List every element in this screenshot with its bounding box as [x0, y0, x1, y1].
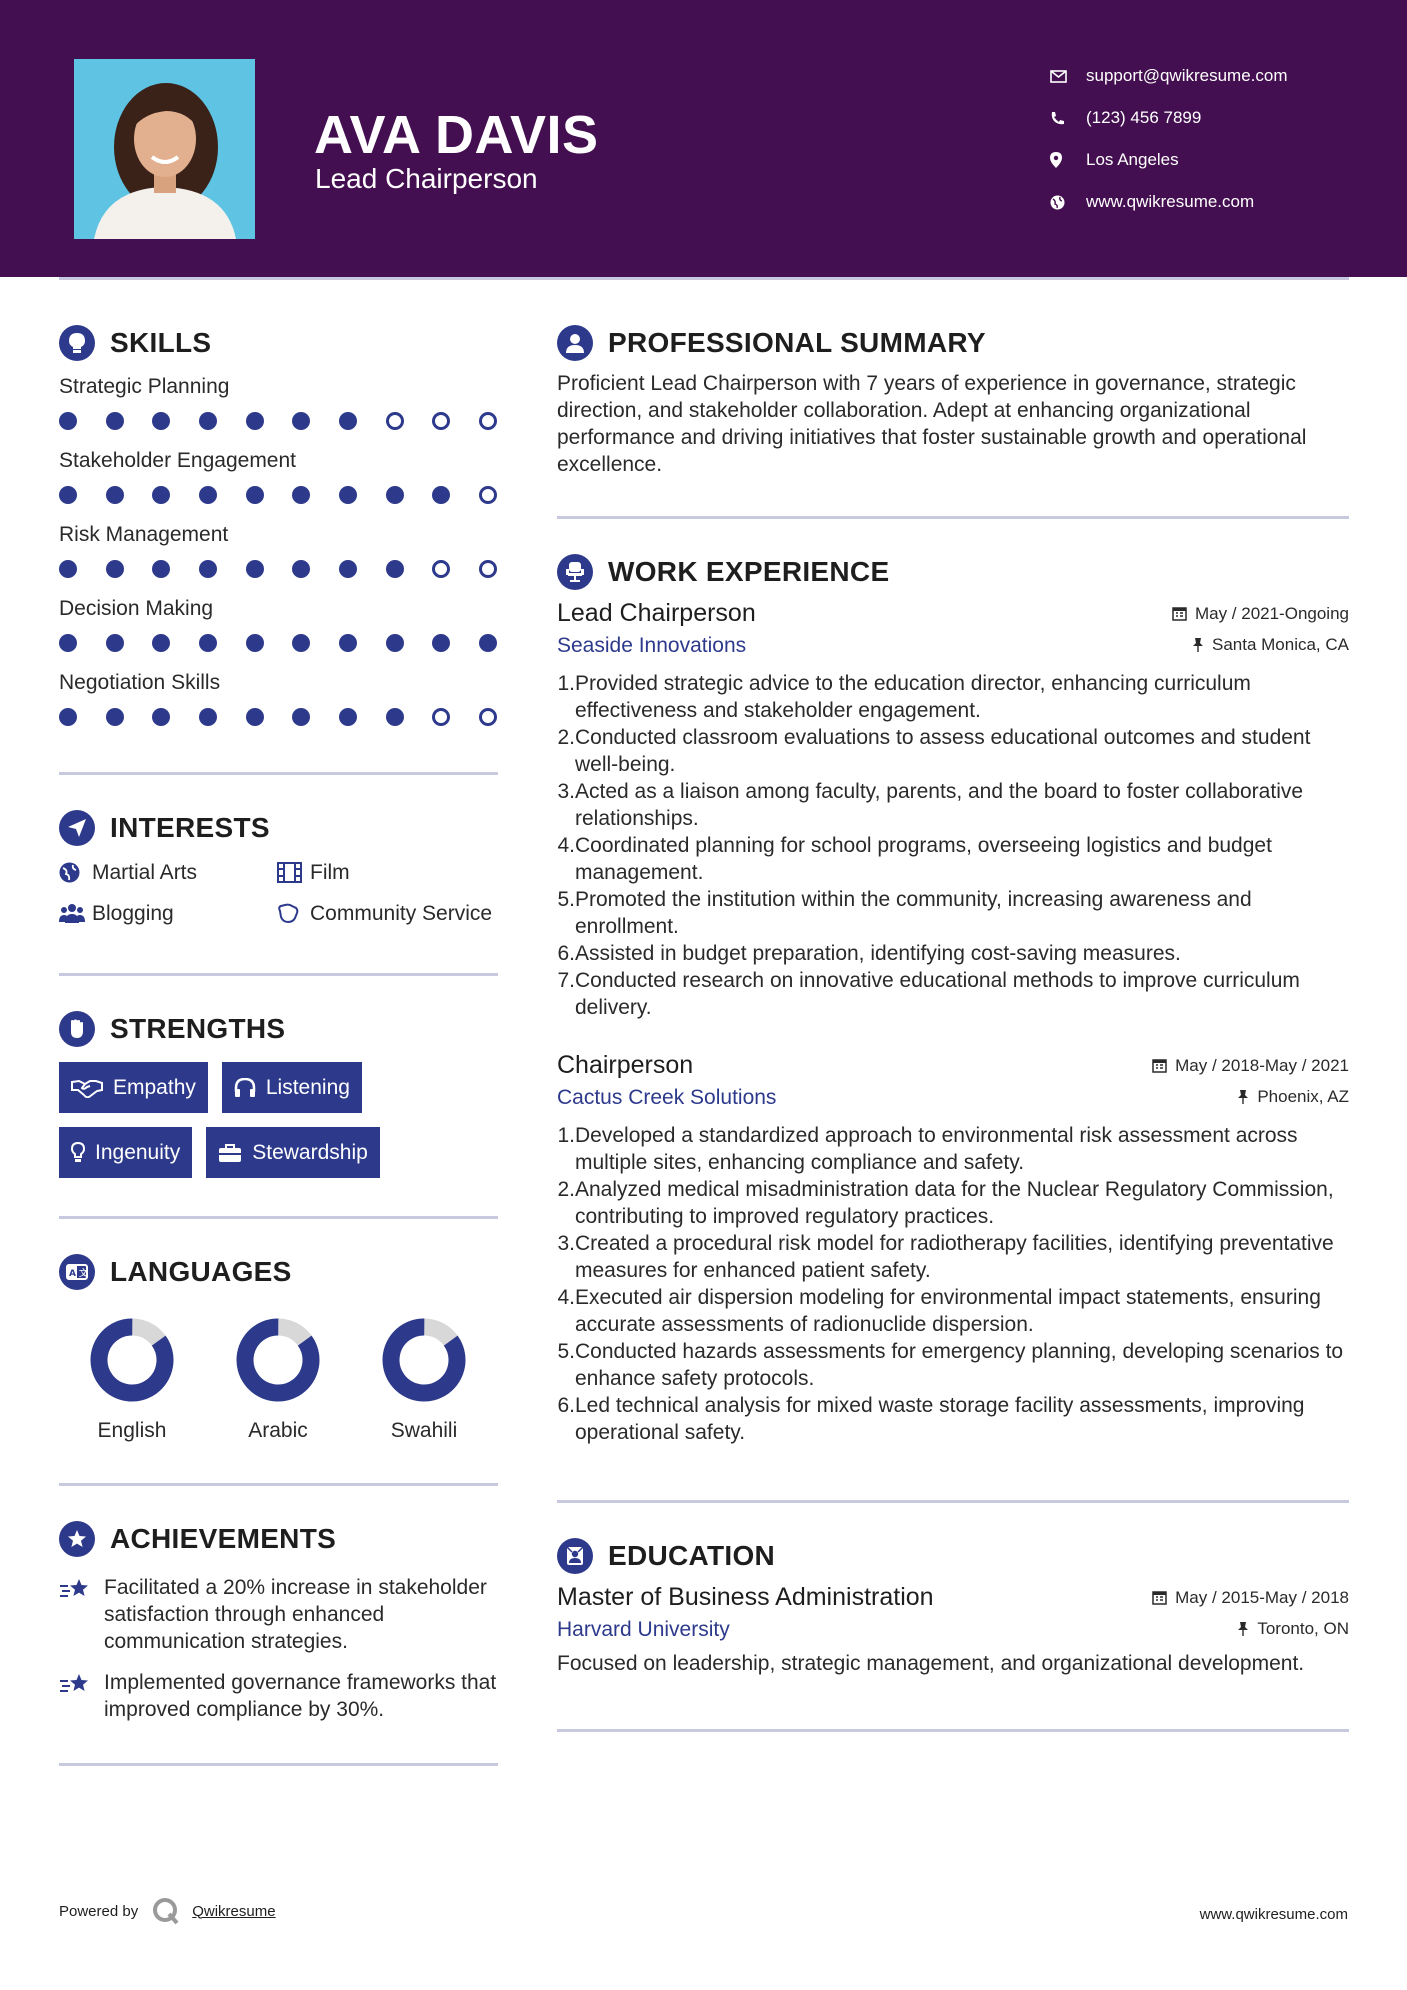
summary-heading — [557, 320, 1349, 366]
job-location — [1192, 635, 1349, 655]
skill-rating — [59, 402, 497, 440]
lightbulb-icon — [59, 325, 95, 361]
rating-dot-filled — [199, 708, 217, 726]
section-divider — [59, 1216, 498, 1219]
company-name: Cactus Creek Solutions — [557, 1086, 777, 1109]
interest-item — [59, 859, 277, 890]
rating-dot-filled — [479, 634, 497, 652]
bullet-number: 2. — [557, 1178, 575, 1201]
school-name: Harvard University — [557, 1618, 730, 1641]
skill-rating — [59, 698, 497, 736]
qwikresume-link[interactable]: Qwikresume — [192, 1902, 276, 1920]
interest-label: Community Service — [310, 902, 493, 925]
section-divider — [59, 1763, 498, 1766]
languages-heading — [59, 1249, 498, 1295]
skills-list — [59, 372, 498, 736]
rating-dot-filled — [152, 486, 170, 504]
skill-item — [59, 520, 498, 588]
interest-item — [277, 859, 497, 890]
bullet-text: Created a procedural risk model for radiotherapy facilities, identifying preventative measures for enhanced patient safety. — [575, 1232, 1334, 1282]
rating-dot-empty — [432, 412, 450, 430]
rating-dot-filled — [246, 708, 264, 726]
handshake-icon — [71, 1078, 103, 1098]
strengths-title: STRENGTHS — [110, 1013, 286, 1044]
shooting-star-icon — [59, 1669, 104, 1723]
rating-dot-filled — [386, 708, 404, 726]
rating-dot-empty — [479, 560, 497, 578]
rating-dot-filled — [386, 560, 404, 578]
globe-icon — [59, 859, 92, 890]
job-dates — [1152, 1056, 1349, 1076]
right-column — [557, 320, 1349, 1732]
bullet-number: 6. — [557, 1394, 575, 1417]
bullet-text: Analyzed medical misadministration data for the Nuclear Regulatory Commission, contributing to improved regulatory practices. — [575, 1178, 1334, 1228]
section-divider — [557, 516, 1349, 519]
hand-icon — [277, 900, 310, 931]
job-location-text: Santa Monica, CA — [1211, 634, 1349, 654]
education-dates-text: May / 2015-May / 2018 — [1175, 1587, 1349, 1607]
strength-tag — [206, 1127, 380, 1178]
left-column — [59, 320, 498, 1766]
degree-name: Master of Business Administration — [557, 1583, 934, 1611]
job-subheader — [557, 1086, 1349, 1110]
section-divider — [59, 772, 498, 775]
qwikresume-logo-icon — [152, 1897, 180, 1925]
language-item — [351, 1315, 497, 1443]
bullet-text: Executed air dispersion modeling for environmental impact statements, ensuring accurate assessments of radionuclide dispersion. — [575, 1286, 1321, 1336]
achievement-item — [59, 1669, 498, 1723]
pushpin-icon — [1192, 637, 1204, 652]
job-bullet — [557, 724, 1349, 778]
interest-item — [59, 900, 277, 931]
strength-label: Stewardship — [252, 1140, 368, 1164]
interest-label: Film — [310, 861, 350, 884]
rating-dot-filled — [292, 708, 310, 726]
rating-dot-filled — [292, 634, 310, 652]
job-subheader — [557, 634, 1349, 658]
job-location — [1237, 1087, 1349, 1107]
rating-dot-empty — [479, 486, 497, 504]
svg-text:文: 文 — [79, 1269, 88, 1279]
education-location-text: Toronto, ON — [1257, 1618, 1349, 1638]
rating-dot-filled — [339, 560, 357, 578]
bullet-number: 1. — [557, 672, 575, 695]
education-dates — [1152, 1588, 1349, 1608]
job-entry — [557, 1051, 1349, 1446]
job-bullet — [557, 1284, 1349, 1338]
languages-title: LANGUAGES — [110, 1256, 292, 1287]
rating-dot-empty — [386, 412, 404, 430]
language-name: English — [97, 1419, 167, 1442]
job-role: Chairperson — [557, 1051, 694, 1079]
bullet-text: Assisted in budget preparation, identifying cost-saving measures. — [575, 942, 1181, 965]
resume-header — [0, 0, 1407, 277]
language-icon — [59, 1254, 95, 1290]
svg-text:A: A — [69, 1269, 76, 1279]
job-bullet — [557, 670, 1349, 724]
rating-dot-filled — [292, 560, 310, 578]
contact-email[interactable] — [1050, 55, 1288, 97]
pushpin-icon — [1237, 1089, 1249, 1104]
graduate-icon — [557, 1538, 593, 1574]
candidate-title: Lead Chairperson — [315, 163, 538, 194]
job-header — [557, 599, 1349, 628]
language-name: Arabic — [248, 1419, 308, 1442]
job-dates-text: May / 2018-May / 2021 — [1175, 1055, 1349, 1075]
section-divider — [557, 1729, 1349, 1732]
achievement-text: Implemented governance frameworks that improved compliance by 30%. — [104, 1671, 497, 1721]
job-bullet — [557, 886, 1349, 940]
skill-name: Negotiation Skills — [59, 671, 221, 694]
achievements-list — [59, 1574, 498, 1723]
language-donut — [87, 1315, 177, 1405]
skill-name: Decision Making — [59, 597, 214, 620]
job-dates-text: May / 2021-Ongoing — [1194, 603, 1349, 623]
fist-icon — [59, 1011, 95, 1047]
job-bullet — [557, 1230, 1349, 1284]
email-text: support@qwikresume.com — [1086, 66, 1288, 85]
rating-dot-empty — [432, 560, 450, 578]
rating-dot-filled — [199, 634, 217, 652]
skill-name: Risk Management — [59, 523, 229, 546]
education-entry — [557, 1583, 1349, 1677]
rating-dot-filled — [59, 412, 77, 430]
education-subheader — [557, 1618, 1349, 1642]
experience-heading — [557, 549, 1349, 595]
rating-dot-empty — [479, 708, 497, 726]
job-role: Lead Chairperson — [557, 599, 756, 627]
rating-dot-filled — [106, 486, 124, 504]
rating-dot-filled — [152, 708, 170, 726]
star-badge-icon — [59, 1521, 95, 1557]
bullet-text: Conducted classroom evaluations to assess educational outcomes and student well-being. — [575, 726, 1311, 776]
phone-icon — [1050, 111, 1086, 126]
company-name: Seaside Innovations — [557, 634, 747, 657]
calendar-icon — [1152, 1058, 1167, 1073]
bullet-number: 2. — [557, 726, 575, 749]
rating-dot-filled — [106, 634, 124, 652]
bullet-number: 5. — [557, 888, 575, 911]
rating-dot-filled — [59, 708, 77, 726]
skills-heading — [59, 320, 498, 366]
strength-label: Listening — [265, 1075, 350, 1099]
job-bullets — [557, 670, 1349, 1021]
education-location — [1237, 1619, 1349, 1639]
rating-dot-filled — [386, 486, 404, 504]
education-header — [557, 1583, 1349, 1612]
interests-title: INTERESTS — [110, 812, 270, 843]
skill-name: Strategic Planning — [59, 375, 230, 398]
rating-dot-filled — [59, 486, 77, 504]
bullet-number: 5. — [557, 1340, 575, 1363]
rating-dot-filled — [199, 560, 217, 578]
rating-dot-filled — [152, 634, 170, 652]
job-bullet — [557, 1338, 1349, 1392]
language-level-arc — [233, 1315, 323, 1405]
rating-dot-filled — [432, 634, 450, 652]
job-bullet — [557, 1392, 1349, 1446]
rating-dot-empty — [432, 708, 450, 726]
paper-plane-icon — [59, 810, 95, 846]
skill-rating — [59, 476, 497, 514]
strengths-heading — [59, 1006, 498, 1052]
contact-website[interactable] — [1050, 181, 1288, 223]
skill-rating — [59, 550, 497, 588]
map-pin-icon — [1050, 152, 1086, 168]
bullet-text: Promoted the institution within the community, increasing awareness and enrollment. — [575, 888, 1252, 938]
rating-dot-filled — [106, 412, 124, 430]
pushpin-icon — [1237, 1621, 1249, 1636]
website-text: www.qwikresume.com — [1086, 192, 1255, 211]
contact-phone[interactable] — [1050, 97, 1288, 139]
skill-item — [59, 446, 498, 514]
rating-dot-filled — [292, 486, 310, 504]
skill-item — [59, 668, 498, 736]
rating-dot-filled — [106, 560, 124, 578]
strength-tag — [59, 1062, 208, 1113]
languages-list — [59, 1315, 498, 1443]
rating-dot-filled — [152, 412, 170, 430]
section-divider — [557, 1500, 1349, 1503]
job-dates — [1172, 604, 1349, 624]
header-divider — [59, 277, 1349, 280]
strength-label: Ingenuity — [95, 1140, 181, 1164]
contact-info — [1050, 55, 1288, 223]
user-icon — [557, 325, 593, 361]
rating-dot-filled — [339, 634, 357, 652]
footer-website[interactable]: www.qwikresume.com — [1199, 1906, 1348, 1923]
job-entry — [557, 599, 1349, 1021]
interests-list — [59, 859, 498, 931]
job-bullet — [557, 832, 1349, 886]
rating-dot-filled — [59, 560, 77, 578]
achievements-heading — [59, 1516, 498, 1562]
bullet-text: Conducted research on innovative educational methods to improve curriculum delivery. — [575, 969, 1300, 1019]
rating-dot-filled — [246, 560, 264, 578]
bullet-text: Coordinated planning for school programs, overseeing logistics and budget management. — [575, 834, 1272, 884]
powered-by-text: Powered by — [59, 1902, 139, 1920]
skill-rating — [59, 624, 497, 662]
bullet-number: 1. — [557, 1124, 575, 1147]
achievement-text: Facilitated a 20% increase in stakeholder satisfaction through enhanced communication strategies. — [104, 1576, 487, 1653]
strength-label: Empathy — [113, 1075, 196, 1099]
bullet-text: Conducted hazards assessments for emergency planning, developing scenarios to enhance safety protocols. — [575, 1340, 1344, 1390]
interests-heading — [59, 805, 498, 851]
candidate-name: AVA DAVIS — [314, 105, 599, 165]
bullet-number: 6. — [557, 942, 575, 965]
language-level-arc — [87, 1315, 177, 1405]
bullet-text: Provided strategic advice to the education director, enhancing curriculum effectiveness and stakeholder engagement. — [575, 672, 1251, 722]
contact-location — [1050, 139, 1288, 181]
job-bullet — [557, 940, 1349, 967]
phone-text: (123) 456 7899 — [1086, 108, 1202, 127]
profile-photo — [74, 59, 255, 239]
rating-dot-filled — [432, 486, 450, 504]
language-item — [59, 1315, 205, 1443]
rating-dot-filled — [246, 634, 264, 652]
job-location-text: Phoenix, AZ — [1257, 1086, 1349, 1106]
language-item — [205, 1315, 351, 1443]
education-description: Focused on leadership, strategic management, and organizational development. — [557, 1652, 1305, 1675]
experience-title: WORK EXPERIENCE — [608, 556, 890, 587]
interest-label: Martial Arts — [92, 861, 198, 884]
language-name: Swahili — [390, 1419, 458, 1442]
rating-dot-filled — [199, 486, 217, 504]
strengths-list — [59, 1062, 498, 1178]
rating-dot-empty — [479, 412, 497, 430]
rating-dot-filled — [152, 560, 170, 578]
lightbulb-icon — [71, 1142, 85, 1163]
skill-item — [59, 594, 498, 662]
bullet-text: Developed a standardized approach to environmental risk assessment across multiple sites, enhancing compliance and safety. — [575, 1124, 1298, 1174]
language-level-arc — [379, 1315, 469, 1405]
headphones-icon — [234, 1078, 256, 1098]
users-icon — [59, 900, 92, 931]
job-bullet — [557, 1176, 1349, 1230]
bullet-number: 4. — [557, 1286, 575, 1309]
rating-dot-filled — [339, 412, 357, 430]
skill-item — [59, 372, 498, 440]
rating-dot-filled — [386, 634, 404, 652]
rating-dot-filled — [339, 486, 357, 504]
education-title: EDUCATION — [608, 1540, 776, 1571]
interest-item — [277, 900, 497, 931]
briefcase-icon — [218, 1143, 242, 1163]
bullet-number: 3. — [557, 1232, 575, 1255]
job-header — [557, 1051, 1349, 1080]
education-heading — [557, 1533, 1349, 1579]
footer-powered-by — [59, 1897, 276, 1925]
job-bullets — [557, 1122, 1349, 1446]
rating-dot-filled — [339, 708, 357, 726]
interest-label: Blogging — [92, 902, 174, 925]
achievements-title: ACHIEVEMENTS — [110, 1523, 337, 1554]
rating-dot-filled — [106, 708, 124, 726]
envelope-icon — [1050, 70, 1086, 83]
rating-dot-filled — [59, 634, 77, 652]
job-bullet — [557, 778, 1349, 832]
section-divider — [59, 1483, 498, 1486]
chair-icon — [557, 554, 593, 590]
language-donut — [379, 1315, 469, 1405]
strength-tag — [59, 1127, 192, 1178]
bullet-number: 4. — [557, 834, 575, 857]
bullet-number: 3. — [557, 780, 575, 803]
bullet-number: 7. — [557, 969, 575, 992]
bullet-text: Acted as a liaison among faculty, parents, and the board to foster collaborative relationships. — [575, 780, 1304, 830]
summary-text: Proficient Lead Chairperson with 7 years of experience in governance, strategic direction, and stakeholder collaboration. Adept at enhancing organizational performance and driving initiatives that foster sustainable growth and operational excellence. — [557, 372, 1307, 476]
rating-dot-filled — [199, 412, 217, 430]
language-donut — [233, 1315, 323, 1405]
skill-name: Stakeholder Engagement — [59, 449, 296, 472]
shooting-star-icon — [59, 1574, 104, 1655]
strength-tag — [222, 1062, 362, 1113]
rating-dot-filled — [246, 486, 264, 504]
globe-icon — [1050, 195, 1086, 210]
calendar-icon — [1152, 1590, 1167, 1605]
summary-title: PROFESSIONAL SUMMARY — [608, 327, 986, 358]
calendar-icon — [1172, 606, 1187, 621]
bullet-text: Led technical analysis for mixed waste storage facility assessments, improving operational safety. — [575, 1394, 1305, 1444]
film-icon — [277, 859, 310, 890]
job-bullet — [557, 967, 1349, 1021]
job-bullet — [557, 1122, 1349, 1176]
skills-title: SKILLS — [110, 327, 212, 358]
rating-dot-filled — [292, 412, 310, 430]
section-divider — [59, 973, 498, 976]
location-text: Los Angeles — [1086, 150, 1179, 169]
achievement-item — [59, 1574, 498, 1655]
rating-dot-filled — [246, 412, 264, 430]
